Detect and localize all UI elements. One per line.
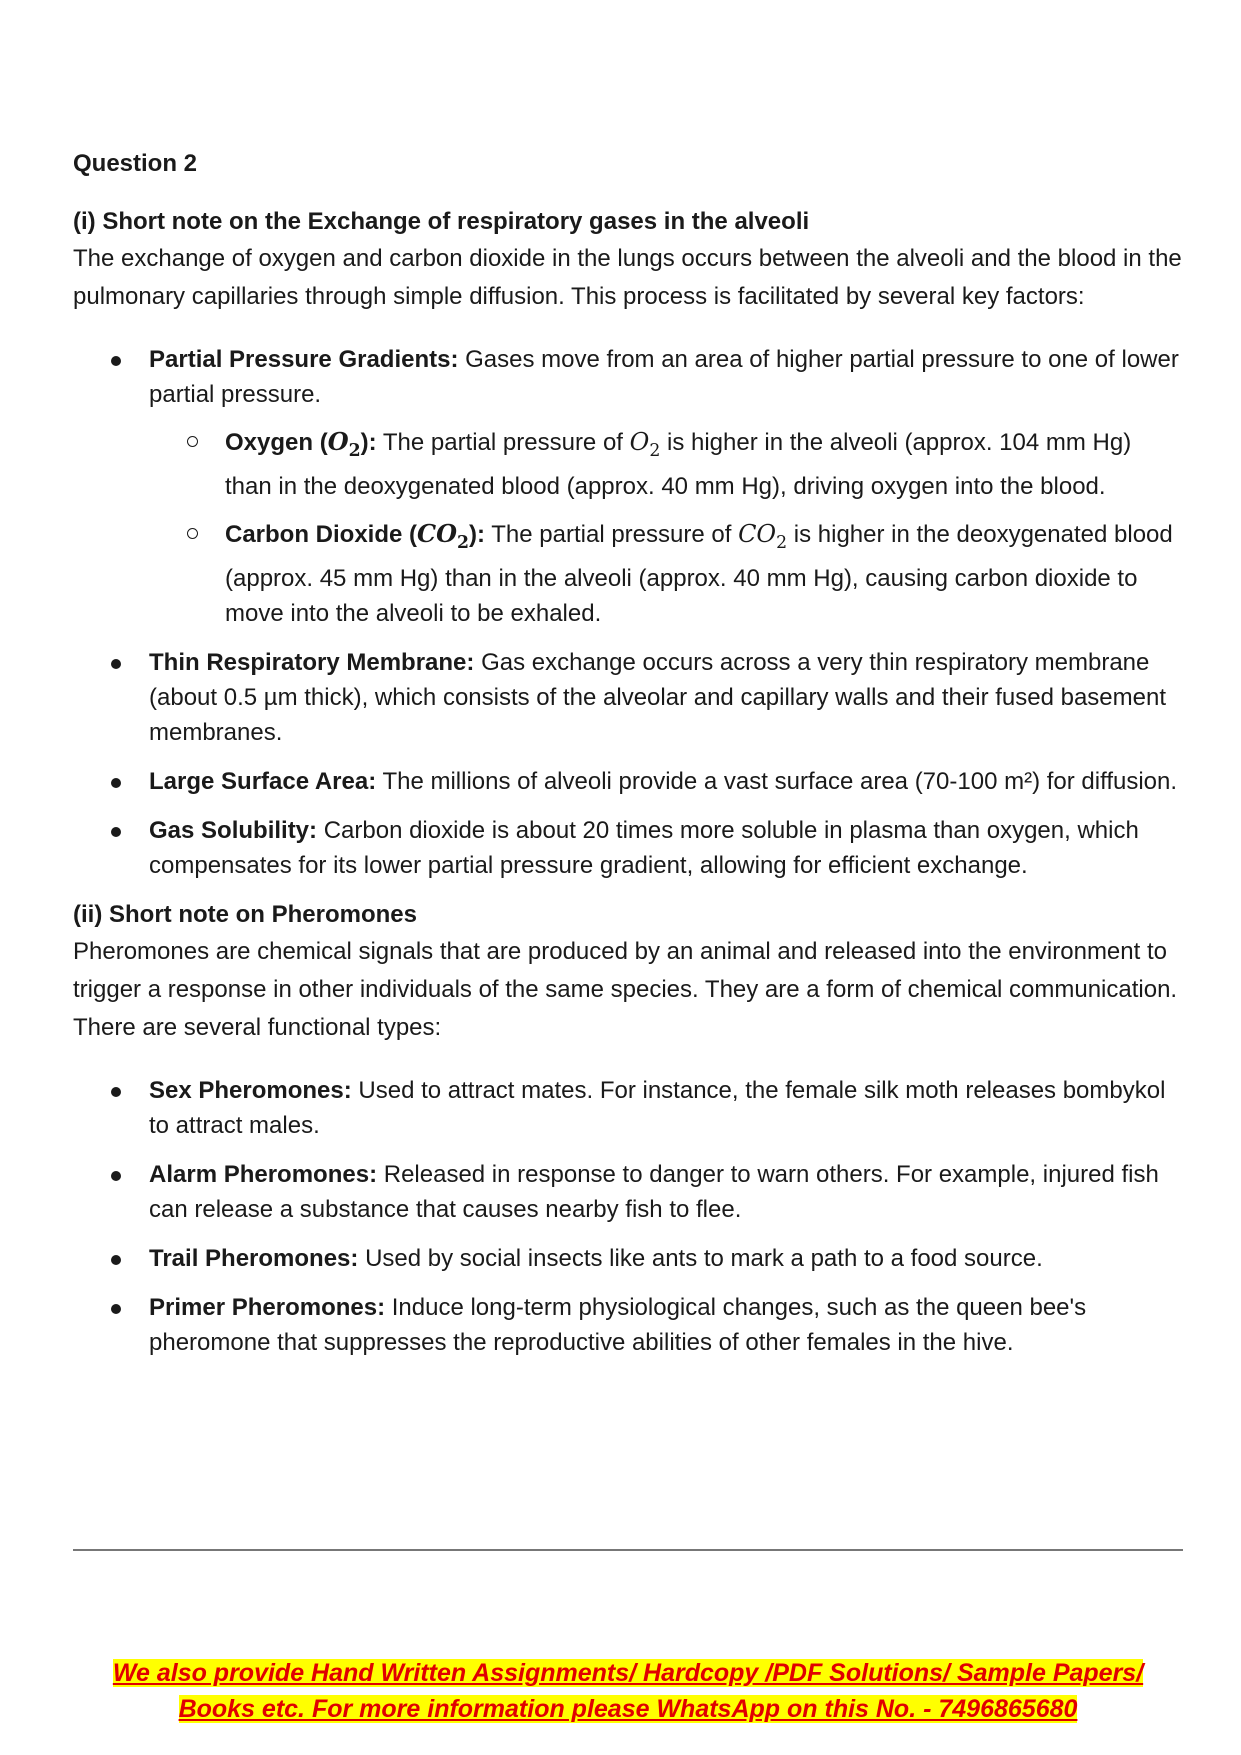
sub-bullet-text-after: is higher in the deoxygenated blood (approx. 45 mm Hg) than in the alveoli (approx. 40 mm Hg), causing carbon dioxide to move into the alveoli to be exhaled. [225, 520, 1173, 627]
list-item [73, 1073, 1183, 1143]
bullet-icon [111, 1255, 121, 1265]
bullet-text: Released in response to danger to warn others. For example, injured fish can release a substance that causes nearby fish to flee. [149, 1160, 1159, 1223]
bullet-text: Gases move from an area of higher partial pressure to one of lower partial pressure. [149, 346, 1179, 408]
formula: $O_2$ [629, 428, 661, 461]
list-item [73, 1241, 1183, 1276]
sub-bullet-label: Oxygen $(O_2)$: [225, 427, 377, 461]
bullet-label: Thin Respiratory Membrane: [149, 648, 475, 676]
bullet-label: Partial Pressure Gradients: [149, 346, 459, 373]
hollow-bullet-icon [187, 436, 198, 447]
bullet-label: Alarm Pheromones: [149, 1160, 378, 1188]
bullet-text: Used by social insects like ants to mark a path to a food source. [365, 1244, 1043, 1272]
footer-line-2: Books etc. For more information please WhatsApp on this No. - 7496865680 [178, 1695, 1078, 1723]
list-item [73, 645, 1183, 750]
section1-intro: The exchange of oxygen and carbon dioxide in the lungs occurs between the alveoli and the blood in the pulmonary capillaries through simple diffusion. This process is facilitated by several key factors: [73, 245, 1182, 310]
list-item [73, 1290, 1183, 1360]
list-item [73, 342, 1183, 631]
section2-intro: Pheromones are chemical signals that are produced by an animal and released into the environment to trigger a response in other individuals of the same species. They are a form of chemical communication. There are several functional types: [73, 937, 1178, 1041]
document-body [73, 150, 1183, 1374]
list-item [73, 764, 1183, 799]
bullet-icon [111, 827, 121, 837]
hollow-bullet-icon [187, 528, 198, 539]
bullet-text: Gas exchange occurs across a very thin respiratory membrane (about 0.5 µm thick), which consists of the alveolar and capillary walls and their fused basement membranes. [149, 648, 1166, 746]
section2-bullet-list [73, 1073, 1183, 1360]
promo-footer [73, 1655, 1183, 1727]
bullet-text: Induce long-term physiological changes, such as the queen bee's pheromone that suppresses the reproductive abilities of other females in the hive. [149, 1293, 1087, 1356]
sub-bullet-text-after: is higher in the alveoli (approx. 104 mm Hg) than in the deoxygenated blood (approx. 40 mm Hg), driving oxygen into the blood. [225, 429, 1132, 500]
horizontal-divider [73, 1549, 1183, 1551]
bullet-icon [111, 356, 121, 366]
bullet-text: Carbon dioxide is about 20 times more soluble in plasma than oxygen, which compensates for its lower partial pressure gradient, allowing for efficient exchange. [149, 816, 1139, 879]
bullet-text: The millions of alveoli provide a vast surface area (70-100 m²) for diffusion. [382, 767, 1178, 795]
section1-bullet-list [73, 342, 1183, 883]
formula: $CO_2$ [738, 519, 788, 553]
bullet-icon [111, 1171, 121, 1181]
sub-bullet-text-before: The partial pressure of [382, 429, 623, 456]
bullet-icon [111, 659, 121, 669]
bullet-label: Large Surface Area: [149, 767, 377, 795]
sub-bullet-list [149, 424, 1183, 631]
sub-bullet-text-before: The partial pressure of [491, 520, 732, 548]
bullet-label: Primer Pheromones: [149, 1293, 386, 1321]
question-title: Question 2 [73, 150, 198, 177]
bullet-text: Used to attract mates. For instance, the female silk moth releases bombykol to attract males. [149, 1076, 1166, 1139]
sub-list-item [149, 516, 1183, 631]
section1-heading: (i) Short note on the Exchange of respiratory gases in the alveoli [73, 208, 810, 235]
sub-bullet-label: Carbon Dioxide $(CO_2)$: [225, 518, 486, 553]
sub-list-item [149, 424, 1183, 504]
bullet-icon [111, 1087, 121, 1097]
bullet-label: Gas Solubility: [149, 816, 318, 844]
footer-line-1: We also provide Hand Written Assignments/ Hardcopy /PDF Solutions/ Sample Papers/ [112, 1659, 1144, 1687]
bullet-label: Trail Pheromones: [149, 1244, 359, 1272]
bullet-icon [111, 778, 121, 788]
bullet-label: Sex Pheromones: [149, 1076, 352, 1104]
list-item [73, 1157, 1183, 1227]
list-item [73, 813, 1183, 883]
section2-heading: (ii) Short note on Pheromones [73, 900, 418, 928]
bullet-icon [111, 1304, 121, 1314]
